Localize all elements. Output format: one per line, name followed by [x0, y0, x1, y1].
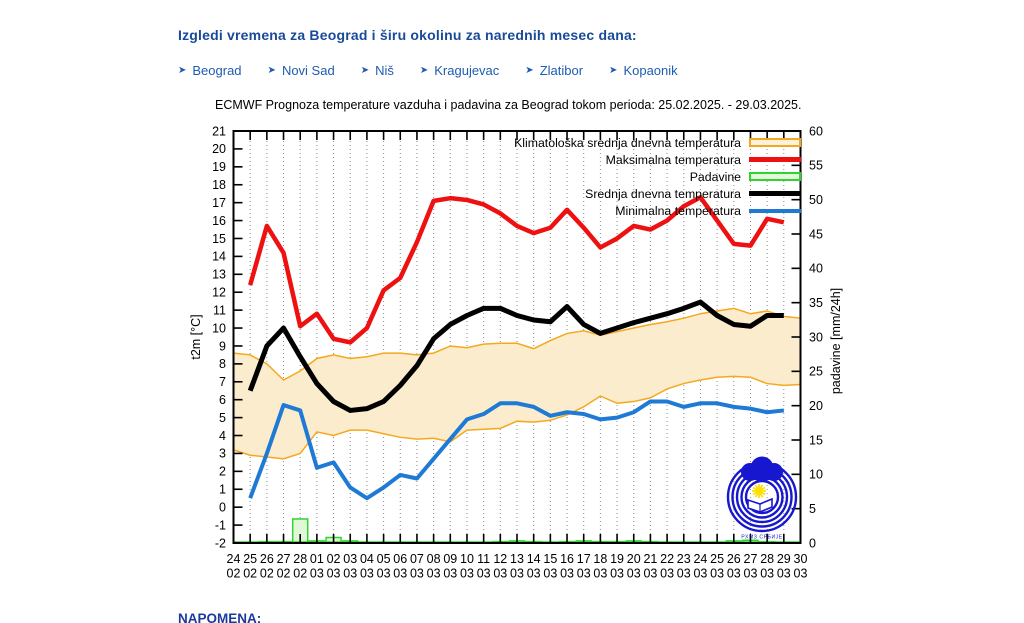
y-left-tick-label: 18: [212, 178, 226, 193]
x-tick-month-label: 03: [760, 566, 775, 581]
legend-item-climatology: [514, 134, 801, 151]
x-tick-month-label: 03: [626, 566, 641, 581]
y-left-tick-label: 21: [212, 124, 226, 139]
x-tick-day-label: 26: [259, 552, 274, 566]
x-tick-month-label: 03: [476, 566, 491, 581]
x-tick-day-label: 28: [760, 552, 775, 566]
y-left-tick-label: 6: [219, 392, 226, 407]
arrow-icon: ➤: [525, 64, 534, 76]
legend-item-max-temp: [514, 151, 801, 168]
x-tick-month-label: 02: [293, 566, 308, 581]
y-left-tick-label: 1: [219, 482, 226, 497]
x-tick-month-label: 02: [226, 566, 241, 581]
chart-title: ECMWF Prognoza temperature vazduha i padavina za Beograd tokom perioda: 25.02.2025. - 29.03.2025.: [215, 98, 802, 112]
y-left-tick-label: 7: [219, 375, 226, 390]
x-tick-month-label: 03: [326, 566, 341, 581]
x-tick-month-label: 03: [560, 566, 574, 581]
y-right-tick-label: 50: [809, 192, 823, 207]
x-tick-day-label: 10: [460, 552, 474, 566]
x-tick-day-label: 17: [576, 552, 591, 566]
x-tick-day-label: 28: [293, 552, 308, 566]
x-tick-month-label: 03: [593, 566, 608, 581]
x-tick-day-label: 06: [393, 552, 408, 566]
x-tick-day-label: 01: [309, 552, 324, 566]
x-tick-month-label: 03: [543, 566, 558, 581]
x-tick-month-label: 02: [276, 566, 291, 581]
x-tick-day-label: 24: [226, 552, 241, 566]
nav-link-label: Kragujevac: [434, 63, 500, 78]
y-right-tick-label: 15: [809, 433, 823, 448]
x-tick-month-label: 03: [359, 566, 374, 581]
y-right-tick-label: 45: [809, 227, 823, 242]
y-left-tick-label: 17: [212, 195, 226, 210]
x-tick-month-label: 03: [576, 566, 591, 581]
y-left-tick-label: 20: [212, 142, 226, 157]
x-tick-day-label: 07: [409, 552, 424, 566]
y-right-tick-label: 25: [809, 364, 823, 379]
x-tick-month-label: 03: [726, 566, 741, 581]
climatology-band-swatch: [749, 138, 801, 147]
y-right-tick-label: 40: [809, 261, 823, 276]
legend-label: Klimatološka srednja dnevna temperatura: [514, 135, 741, 150]
x-tick-month-label: 03: [693, 566, 708, 581]
chart-legend: [514, 134, 801, 219]
legend-label: Srednja dnevna temperatura: [585, 186, 741, 201]
y-right-tick-label: 55: [809, 158, 823, 173]
y-left-tick-label: 13: [212, 267, 226, 282]
y-right-tick-label: 0: [809, 536, 816, 551]
x-tick-day-label: 21: [643, 552, 658, 566]
x-tick-day-label: 18: [593, 552, 608, 566]
x-tick-month-label: 03: [426, 566, 441, 581]
legend-label: Maksimalna temperatura: [605, 152, 741, 167]
x-tick-month-label: 03: [710, 566, 725, 581]
x-tick-day-label: 03: [343, 552, 358, 566]
legend-label: Padavine: [689, 169, 741, 184]
y-left-tick-label: 10: [212, 321, 226, 336]
x-tick-day-label: 15: [543, 552, 558, 566]
x-tick-month-label: 03: [510, 566, 524, 581]
y-left-tick-label: 4: [219, 428, 226, 443]
nav-link-label: Beograd: [192, 63, 242, 78]
arrow-icon: ➤: [609, 64, 618, 76]
y-left-tick-label: -2: [214, 536, 226, 551]
y-left-tick-label: 14: [212, 249, 226, 264]
x-tick-day-label: 25: [710, 552, 725, 566]
y-left-tick-label: 2: [219, 464, 226, 479]
y-axis-right-title: padavine [mm/24h]: [829, 287, 843, 395]
y-left-tick-label: 5: [219, 410, 226, 425]
x-tick-day-label: 16: [560, 552, 574, 566]
x-tick-month-label: 03: [660, 566, 675, 581]
y-right-tick-label: 35: [809, 295, 823, 310]
x-tick-month-label: 03: [526, 566, 541, 581]
x-tick-day-label: 14: [526, 552, 541, 566]
x-tick-day-label: 25: [243, 552, 258, 566]
x-tick-month-label: 03: [376, 566, 391, 581]
x-tick-day-label: 02: [326, 552, 341, 566]
arrow-icon: ➤: [419, 64, 429, 76]
y-left-tick-label: 15: [212, 231, 226, 246]
x-tick-month-label: 03: [343, 566, 358, 581]
x-tick-month-label: 03: [393, 566, 408, 581]
legend-item-min-temp: [514, 202, 801, 219]
rhmz-logo: [728, 457, 796, 541]
x-tick-day-label: 13: [510, 552, 524, 566]
y-right-tick-label: 20: [809, 398, 823, 413]
x-tick-month-label: 03: [743, 566, 758, 581]
x-tick-day-label: 08: [426, 552, 441, 566]
x-tick-month-label: 02: [259, 566, 274, 581]
x-tick-month-label: 03: [409, 566, 424, 581]
x-tick-month-label: 03: [643, 566, 658, 581]
x-tick-day-label: 30: [793, 552, 808, 566]
x-tick-day-label: 05: [376, 552, 391, 566]
y-right-tick-label: 30: [809, 330, 823, 345]
y-left-tick-label: 19: [212, 160, 226, 175]
y-left-tick-label: 12: [212, 285, 226, 300]
x-tick-day-label: 11: [477, 552, 491, 566]
arrow-icon: ➤: [267, 64, 276, 76]
x-tick-day-label: 24: [693, 552, 708, 566]
precipitation-box-swatch: [749, 172, 801, 181]
y-left-tick-label: -1: [214, 518, 226, 533]
y-left-tick-label: 16: [212, 213, 226, 228]
mean-temp-line-swatch: [749, 191, 801, 196]
min-temp-line-swatch: [749, 209, 801, 213]
y-right-tick-label: 60: [809, 124, 823, 139]
y-left-tick-label: 8: [219, 357, 226, 372]
x-tick-day-label: 22: [660, 552, 675, 566]
page-title: Izgledi vremena za Beograd i širu okolinu za narednih mesec dana:: [178, 27, 637, 43]
x-tick-day-label: 27: [276, 552, 291, 566]
napomena-label: NAPOMENA:: [178, 611, 262, 623]
nav-link-label: Novi Sad: [281, 63, 335, 78]
nav-link-label: Kopaonik: [623, 63, 678, 78]
x-tick-month-label: 03: [309, 566, 324, 581]
x-tick-day-label: 19: [610, 552, 625, 566]
y-right-tick-label: 5: [809, 501, 816, 516]
x-tick-month-label: 03: [493, 566, 508, 581]
arrow-icon: ➤: [360, 64, 370, 76]
x-tick-day-label: 29: [776, 552, 791, 566]
x-tick-day-label: 26: [726, 552, 741, 566]
x-tick-day-label: 12: [493, 552, 508, 566]
legend-item-mean-temp: [514, 185, 801, 202]
x-tick-month-label: 03: [676, 566, 691, 581]
x-tick-day-label: 23: [676, 552, 691, 566]
max-temp-line-swatch: [749, 157, 801, 162]
legend-label: Minimalna temperatura: [615, 203, 741, 218]
legend-item-precipitation: [514, 168, 801, 185]
x-tick-month-label: 03: [776, 566, 791, 581]
x-tick-month-label: 03: [460, 566, 474, 581]
nav-link-label: Niš: [375, 63, 394, 78]
y-left-tick-label: 11: [213, 303, 226, 318]
nav-link-label: Zlatibor: [539, 63, 584, 78]
x-tick-month-label: 03: [610, 566, 625, 581]
x-tick-day-label: 27: [743, 552, 758, 566]
x-tick-day-label: 20: [626, 552, 641, 566]
y-left-tick-label: 9: [219, 339, 226, 354]
sun-icon: [752, 484, 766, 498]
y-right-tick-label: 10: [809, 467, 823, 482]
x-tick-month-label: 03: [443, 566, 458, 581]
x-tick-month-label: 03: [793, 566, 808, 581]
y-left-tick-label: 3: [219, 446, 226, 461]
x-tick-day-label: 04: [359, 552, 374, 566]
y-left-tick-label: 0: [219, 500, 226, 515]
y-axis-left-title: t2m [°C]: [189, 314, 203, 360]
x-tick-day-label: 09: [443, 552, 458, 566]
logo-caption: РХМЗ СРБИЈЕ: [741, 534, 783, 541]
arrow-icon: ➤: [178, 64, 187, 76]
x-tick-month-label: 02: [243, 566, 258, 581]
